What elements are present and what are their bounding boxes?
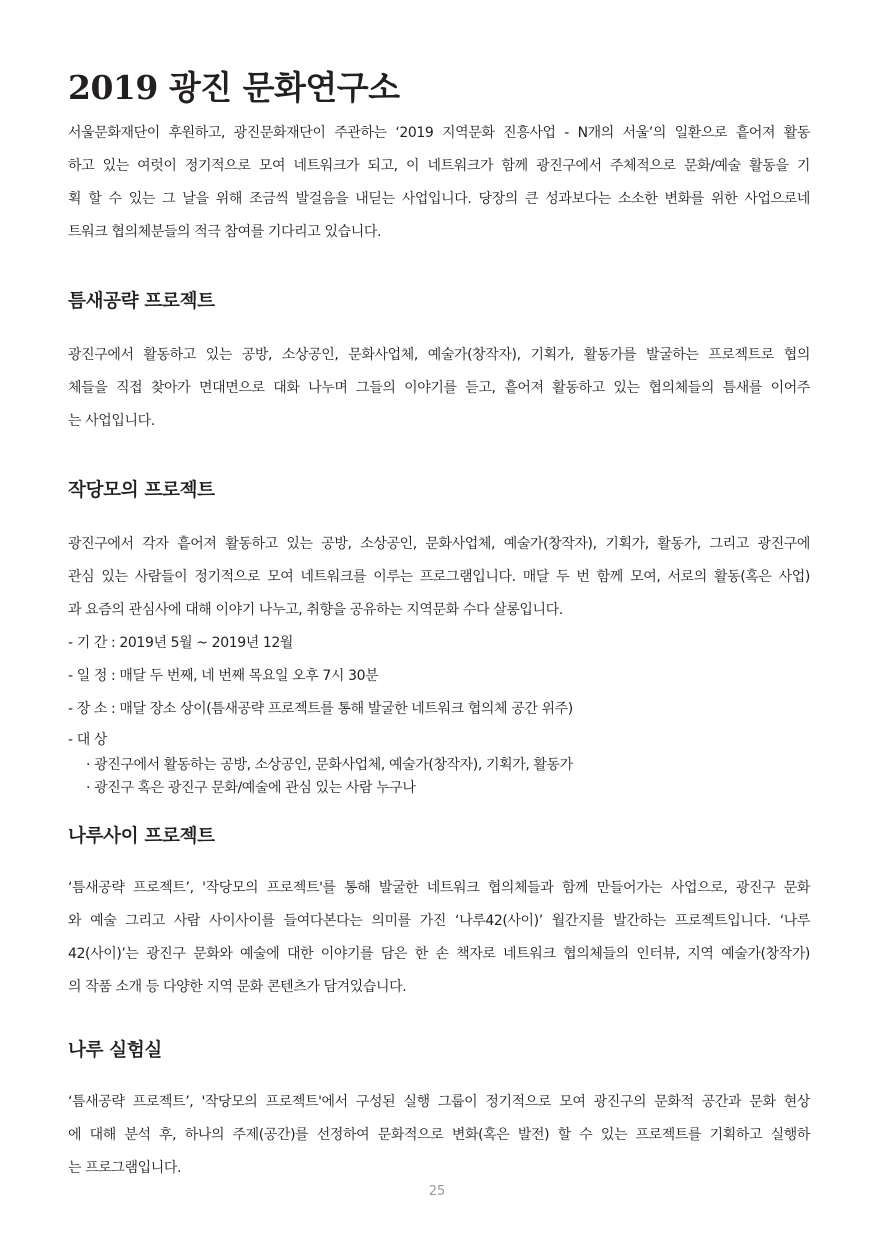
section-teumsae xyxy=(68,287,810,438)
text-line: 관심 있는 사람들이 정기적으로 모여 네트워크를 이루는 프로그램입니다. 매달 두 번 함께 모여, 서로의 활동(혹은 사업) xyxy=(68,569,810,585)
info-item-target: - 대 상 xyxy=(68,732,108,748)
text-line: 트워크 협의체분들의 적극 참여를 기다리고 있습니다. xyxy=(68,224,382,240)
text-line: 획 할 수 있는 그 날을 위해 조금씩 발걸음을 내딛는 사업입니다. 당장의 큰 성과보다는 소소한 변화를 위한 사업으로네 xyxy=(68,191,810,207)
info-item-place: - 장 소 : 매달 장소 상이(틈새공략 프로젝트를 통해 발굴한 네트워크 협의체 공간 위주) xyxy=(68,701,573,717)
text-line: 체들을 직접 찾아가 면대면으로 대화 나누며 그들의 이야기를 듣고, 흩어져 활동하고 있는 협의체들의 틈새를 이어주 xyxy=(68,380,810,396)
text-line: 과 요즘의 관심사에 대해 이야기 나누고, 취향을 공유하는 지역문화 수다 살롱입니다. xyxy=(68,602,563,618)
text-line: 42(사이)’는 광진구 문화와 예술에 대한 이야기를 담은 한 손 책자로 네트워크 협의체들의 인터뷰, 지역 예술가(창작가) xyxy=(68,946,810,962)
text-line: 광진구에서 각자 흩어져 활동하고 있는 공방, 소상공인, 문화사업체, 예술가(창작자), 기획가, 활동가, 그리고 광진구에 xyxy=(68,536,810,552)
page-title: 2019 광진 문화연구소 xyxy=(68,68,400,107)
text-line: 광진구에서 활동하고 있는 공방, 소상공인, 문화사업체, 예술가(창작자), 기획가, 활동가를 발굴하는 프로젝트로 협의 xyxy=(68,347,810,363)
target-item: · 광진구 혹은 광진구 문화/예술에 관심 있는 사람 누구나 xyxy=(86,780,416,796)
text-line: 에 대해 분석 후, 하나의 주제(공간)를 선정하여 문화적으로 변화(혹은 발전) 할 수 있는 프로젝트를 기획하고 실행하 xyxy=(68,1127,810,1143)
text-line: 는 프로그램입니다. xyxy=(68,1160,182,1176)
intro-paragraph xyxy=(68,117,810,249)
section-heading: 나루 실험실 xyxy=(68,1040,162,1061)
section-heading: 나루사이 프로젝트 xyxy=(68,826,215,847)
target-item: · 광진구에서 활동하는 공방, 소상공인, 문화사업체, 예술가(창작자), 기획가, 활동가 xyxy=(86,757,573,773)
text-line: 와 예술 그리고 사람 사이사이를 들여다본다는 의미를 가진 ‘나루42(사이)’ 월간지를 발간하는 프로젝트입니다. ‘나루 xyxy=(68,913,810,929)
text-line: ‘틈새공략 프로젝트’, '작당모의 프로젝트'에서 구성된 실행 그룹이 정기적으로 모여 광진구의 문화적 공간과 문화 현상 xyxy=(68,1094,810,1110)
section-jakdang xyxy=(68,476,810,800)
text-line: 서울문화재단이 후원하고, 광진문화재단이 주관하는 ‘2019 지역문화 진흥사업 - N개의 서울’의 일환으로 흩어져 활동 xyxy=(68,125,810,141)
info-item-period: - 기 간 : 2019년 5월 ~ 2019년 12월 xyxy=(68,635,294,651)
text-line: 하고 있는 여럿이 정기적으로 모여 네트워크가 되고, 이 네트워크가 함께 광진구에서 주체적으로 문화/예술 활동을 기 xyxy=(68,158,810,174)
section-heading: 작당모의 프로젝트 xyxy=(68,480,215,501)
section-heading: 틈새공략 프로젝트 xyxy=(68,291,215,312)
page-number: 25 xyxy=(428,1184,446,1199)
text-line: 의 작품 소개 등 다양한 지역 문화 콘텐츠가 담겨있습니다. xyxy=(68,979,407,995)
info-item-schedule: - 일 정 : 매달 두 번째, 네 번째 목요일 오후 7시 30분 xyxy=(68,668,379,684)
section-naru-lab xyxy=(68,1036,810,1185)
text-line: 는 사업입니다. xyxy=(68,413,155,429)
text-line: ‘틈새공략 프로젝트’, '작당모의 프로젝트'를 통해 발굴한 네트워크 협의체들과 함께 만들어가는 사업으로, 광진구 문화 xyxy=(68,880,810,896)
section-narusai xyxy=(68,822,810,1004)
